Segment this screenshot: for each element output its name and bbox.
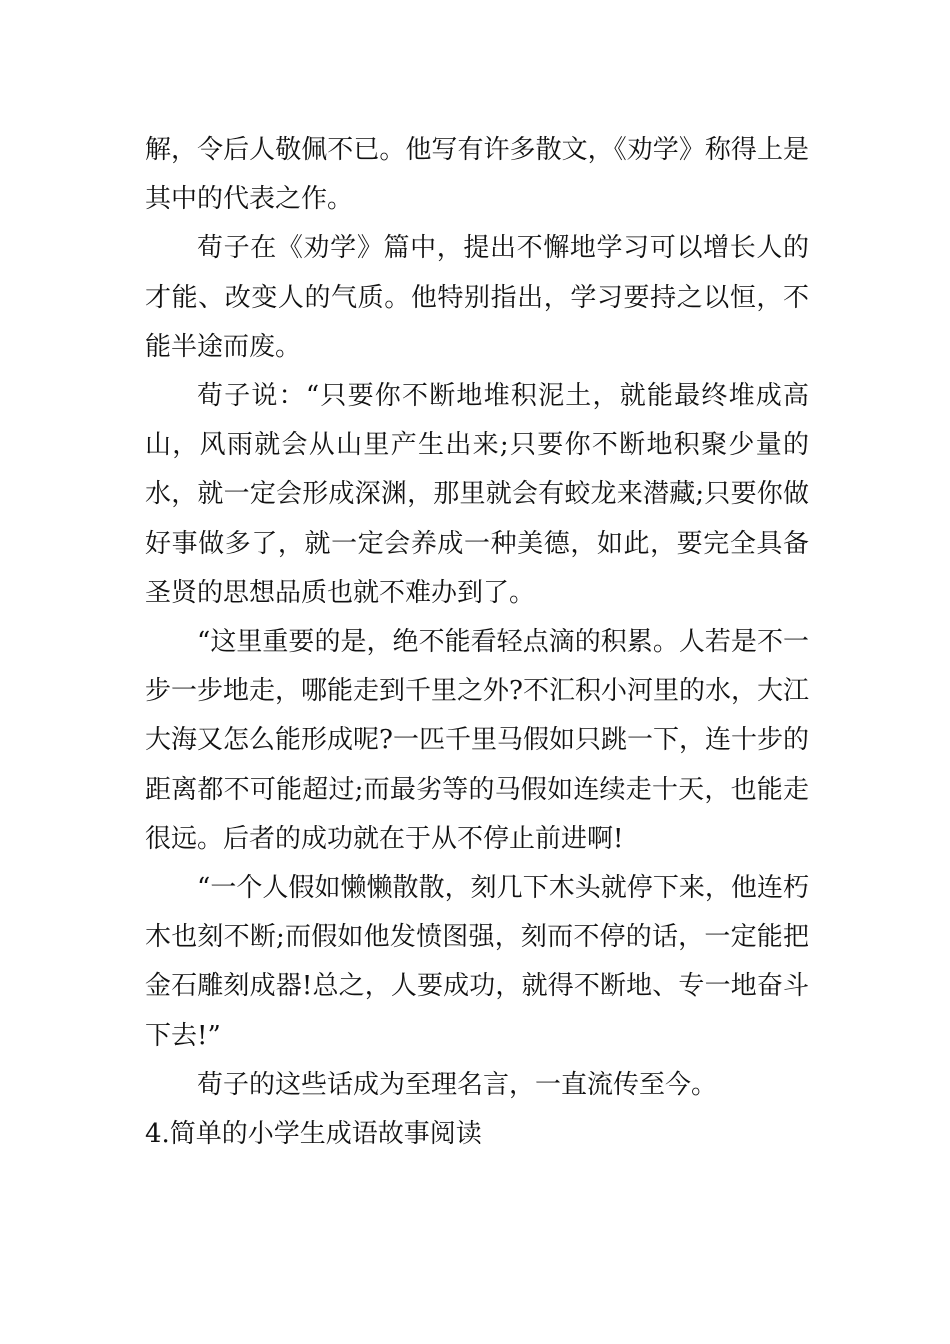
paragraph-5: “一个人假如懒懒散散，刻几下木头就停下来，他连朽木也刻不断;而假如他发愤图强，刻而不停的话，一定能把金石雕刻成器!总之，人要成功，就得不断地、专一地奋斗下去!” [145, 873, 809, 1051]
section-heading: 4.简单的小学生成语故事阅读 [145, 1119, 482, 1150]
paragraph-3: 荀子说：“只要你不断地堆积泥土，就能最终堆成高山，风雨就会从山里产生出来;只要你不断地积聚少量的水，就一定会形成深渊，那里就会有蛟龙来潜藏;只要你做好事做多了，就一定会养成一种美德，如此，要完全具备圣贤的思想品质也就不难办到了。 [145, 381, 809, 608]
paragraph-6: 荀子的这些话成为至理名言，一直流传至今。 [197, 1069, 718, 1100]
paragraph-2: 荀子在《劝学》篇中，提出不懈地学习可以增长人的才能、改变人的气质。他特别指出，学习要持之以恒，不能半途而废。 [145, 233, 809, 362]
paragraph-1: 解，令后人敬佩不已。他写有许多散文，《劝学》称得上是其中的代表之作。 [145, 135, 809, 215]
document-body [145, 126, 809, 1159]
paragraph-4: “这里重要的是，绝不能看轻点滴的积累。人若是不一步一步地走，哪能走到千里之外?不汇积小河里的水，大江大海又怎么能形成呢?一匹千里马假如只跳一下，连十步的距离都不可能超过;而最劣等的马假如连续走十天，也能走很远。后者的成功就在于从不停止前进啊! [145, 627, 809, 854]
